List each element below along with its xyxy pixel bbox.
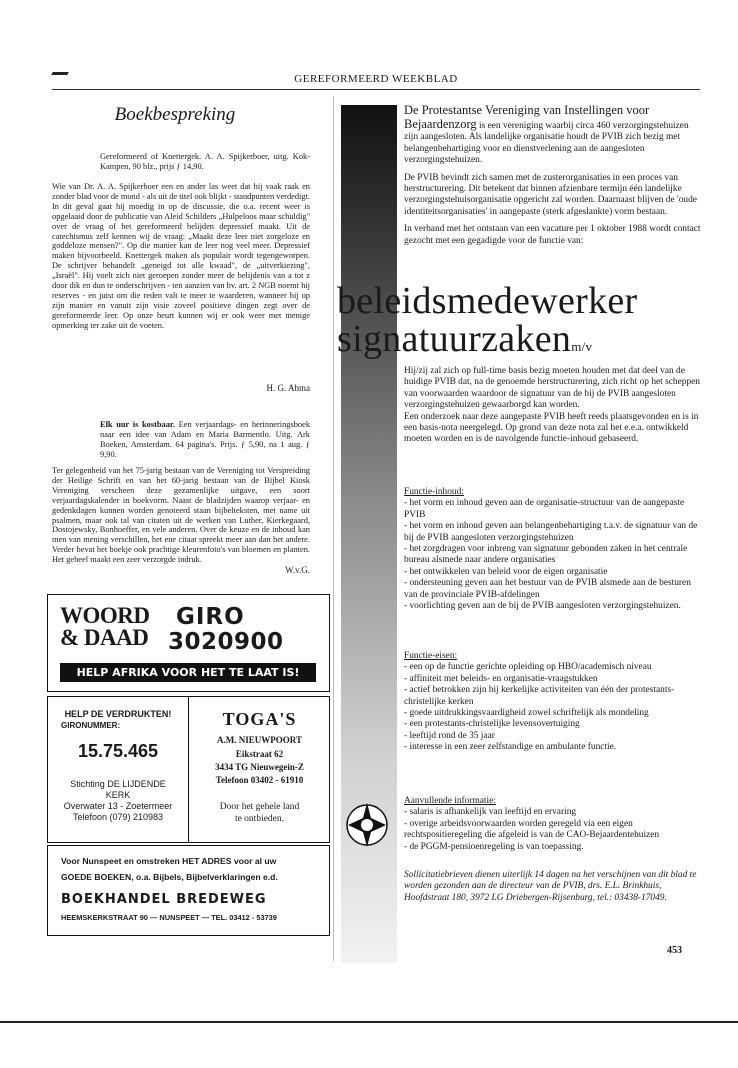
vacancy-closing: Sollicitatiebrieven dienen uiterlijk 14 dagen na het verschijnen van dit blad te worden gezonden aan de directeur van de PVIB, drs. E.L. Brinkhuis, Hoofdstraat 180, 3972 LG Driebergen-Rijsenburg, tel.: 03438-17049.	[404, 870, 697, 903]
list-item: - het vorm en inhoud geven aan belangenbehartiging t.a.v. de signatuur van de bij de PVIB aangesloten verzorgingstehuizen	[404, 521, 698, 543]
review-book1-signature: H. G. Abma	[266, 383, 310, 393]
list-item: - affiniteit met beleids- en organisatie-vraagstukken	[404, 673, 598, 684]
page-number: 453	[667, 945, 682, 956]
help-organisation: Stichting DE LIJDENDE KERK Overwater 13 - Zoetermeer Telefoon (079) 210983	[63, 779, 173, 822]
togas-name: TOGA'S	[222, 709, 297, 729]
functie-inhoud-heading: Functie-inhoud:	[404, 487, 464, 497]
column-divider	[333, 96, 334, 961]
giro-number: 3020900	[168, 629, 284, 655]
book2-body-text: Ter gelegenheid van het 75-jarig bestaan van de Vereniging tot Verspreiding der Heilige Schrift en van het 60-jarig bestaan van de Bijbel Kiosk Vereniging verscheen deze gezamenlijke uitgave, een soort verjaardagskalender in boekvorm. Naast de bladzijden waarop verjaar- en gedenkdagen kunnen worden genoteerd staan bijbelteksten, met name uit psalmen, maar ook tal van citaten uit de werken van Luther, Kierkegaard, Dostojewsky, Bonhoeffer, en vele anderen. Over de keuze en de inhoud kan men van mening verschillen, het ene citaat spreekt meer aan dan het andere. Verder bevat het boekje ook prachtige kleurenfoto's van bloemen en planten. Het geheel maakt een zeer verzorgde indruk.	[52, 466, 310, 565]
list-item: - het vorm en inhoud geven aan de organisatie-structuur van de aangepaste PVIB	[404, 498, 685, 520]
vacancy-description	[404, 366, 704, 446]
review-book2-signature: W.v.G.	[285, 565, 310, 575]
togas-city: 3434 TG Nieuwegein-Z	[215, 762, 304, 772]
org-title: De Protestantse Vereniging van Instellingen voor	[404, 103, 650, 117]
help-and-togas-ads	[47, 696, 330, 843]
list-item: - de PGGM-pensioenregeling is van toepassing.	[404, 841, 584, 852]
aanvullende-section	[404, 796, 704, 853]
bookshop-address: HEEMSKERKSTRAAT 90 — NUNSPEET — TEL. 03412 - 53739	[61, 913, 277, 922]
togas-phone: Telefoon 03402 - 61910	[215, 775, 304, 785]
list-item: - goede uitdrukkingsvaardigheid zowel schriftelijk als mondeling	[404, 708, 649, 719]
togas-ad	[190, 697, 329, 842]
functie-eisen-heading: Functie-eisen:	[404, 651, 458, 661]
list-item: - ondersteuning geven aan het bestuur van de PVIB alsmede aan de besturen van de provinciale PVIB-afdelingen	[404, 578, 691, 600]
list-item: - interesse in een zeer zelfstandige en ambulante functie.	[404, 742, 617, 753]
vacancy-p5: Een onderzoek naar deze aangepaste PVIB heeft reeds plaatsgevonden en is in een basis-nota neergelegd. Op grond van deze nota zal het e.e.a. ontwikkeld moeten worden en is de navolgende functie-inhoud gebaseerd.	[404, 411, 699, 445]
pvib-cross-logo	[343, 800, 391, 850]
page-header	[52, 70, 700, 90]
functie-inhoud-section	[404, 487, 704, 612]
vacancy-intro	[404, 103, 704, 247]
org-title-line2: Bejaardenzorg	[404, 117, 477, 131]
vacancy-p3: In verband met het ontstaan van een vacature per 1 oktober 1988 wordt contact gezocht met een gegadigde voor de functie van:	[404, 224, 701, 246]
help-sub: GIRONUMMER:	[61, 721, 121, 730]
review-book1-citation	[100, 152, 310, 172]
woord-daad-banner: HELP AFRIKA VOOR HET TE LAAT IS!	[60, 663, 316, 682]
list-item: - actief betrokken zijn bij kerkelijke activiteiten van één der protestants-christelijke kerken	[404, 685, 675, 707]
review-book1-body	[52, 182, 310, 331]
job-title-line2: signatuurzakenm/v	[337, 318, 593, 360]
book1-citation-text: Gereformeerd of Knettergek. A. A. Spijkerboer, uitg. Kok-Kampen, 90 blz., prijs ƒ 14,90.	[100, 152, 310, 171]
vacancy-p4: Hij/zij zal zich op full-time basis bezig moeten houden met dat deel van de huidige PVIB dat, na de genoemde herstructurering, zich richt op het scheppen van voorwaarden waardoor de signatuur van de bij de PVIB aangesloten verzorgingstehuizen gewaarborgd kan worden.	[404, 366, 700, 411]
help-title: HELP DE VERDRUKTEN!	[64, 709, 172, 719]
help-verdrukten-ad	[48, 697, 189, 842]
boekhandel-bredeweg-ad	[47, 845, 330, 936]
intro-text: is een vereniging waarbij circa 460 verzorgingstehuizen zijn aangesloten. Als landelijke organisatie houdt de PVIB zich bezig met belangenbehartiging voor en dienstverlening aan de aangesloten verzorgingstehuizen.	[404, 121, 689, 166]
list-item: - salaris is afhankelijk van leeftijd en ervaring	[404, 807, 577, 818]
functie-eisen-section	[404, 651, 704, 754]
list-item: - overige arbeidsvoorwaarden worden geregeld via een eigen rechtspositieregeling die afgeleid is van de CAO-Bejaardentehuizen	[404, 818, 660, 841]
bottom-rule	[0, 1021, 738, 1023]
list-item: - een protestants-christelijke levensovertuiging	[404, 719, 580, 730]
woord-daad-logo: WOORD & DAAD	[60, 603, 150, 650]
togas-slogan: Door het gehele land te ontbieden.	[219, 802, 300, 824]
review-heading: Boekbespreking	[114, 104, 236, 125]
help-gironumber: 15.75.465	[77, 741, 159, 761]
book1-body-text: Wie van Dr. A. A. Spijkerboer een en ander las weet dat hij vaak raak en zonder blad voor de mond - als uit de titel ook blijkt - standpunten verdedigt. In dit geval gaat hij moedig in op de discussie, die o.a. recent weer is opgelaaid door de publicatie van Aleid Schilders „Hulpeloos maar schuldig" over de vraag of het gereformeerd belijden depressief maakt. Uit de catechismus zelf kennen wij de vraag: „Maakt deze leer niet zorgeloze en goddeloze mensen?". Op die manier kan de leer nog veel meer. Depressief maken bijvoorbeeld. Knettergek maken als populair wordt tegengeworpen. De schrijver behandelt „geneigd tot alle kwaad", de „uitverkiezing", „Israël". Hij voelt zich niet geroepen zonder meer de belijdenis van a tot z door dik en dun te onderschrijven - ten aanzien van bv. art. 2 NGB noemt hij reserves - en juist om die reden valt te meer te waarderen, wanneer hij op zijn manier en vanuit zijn visie zoveel positieve dingen zegt over de gereformeerde leer. Op onze beurt kunnen wij er ook weer met menige opmerking ter zake uit de voeten.	[52, 182, 310, 330]
job-title-suffix: m/v	[571, 339, 593, 354]
bookshop-name: BOEKHANDEL BREDEWEG	[61, 892, 267, 907]
bookshop-line2: GOEDE BOEKEN, o.a. Bijbels, Bijbelverklaringen e.d.	[61, 872, 278, 882]
aanvullende-heading: Aanvullende informatie:	[404, 796, 496, 806]
book2-citation-text: Een verjaardags- en herinneringsboek naar een idee van Adam en Maria Barmentlo. Uitg. Ark Boeken, Amsterdam. 64 pagina's. Prijs. ƒ 5,90, na 1 aug. ƒ 9,90.	[100, 420, 311, 459]
bookshop-line1: Voor Nunspeet en omstreken HET ADRES voor al uw	[61, 856, 277, 866]
job-title-line1: beleidsmedewerker	[337, 280, 638, 322]
list-item: - voorlichting geven aan de bij de PVIB aangesloten verzorgingstehuizen.	[404, 601, 681, 612]
togas-street: Eikstraat 62	[235, 749, 284, 759]
list-item: - een op de functie gerichte opleiding op HBO/academisch niveau	[404, 662, 652, 673]
togas-owner: A.M. NIEUWPOORT	[217, 735, 302, 745]
list-item: - het zorgdragen voor inbreng van signatuur gebonden zaken in het centrale bureau alsmede naar andere organisaties	[404, 544, 688, 566]
publication-title: GEREFORMEERD WEEKBLAD	[294, 73, 458, 85]
vacancy-p2: De PVIB bevindt zich samen met de zusterorganisaties in een proces van herstructurering. Dit betekent dat binnen afzienbare termijn één landelijke verzorgingstehuisorganisatie opgericht zal worden. Daarnaast blijven de 'oude identiteitsorganisaties' in aangepaste (sterk afgeslankte) vorm bestaan.	[404, 172, 697, 217]
review-book2-body	[52, 466, 310, 565]
giro-label: GIRO	[176, 604, 245, 630]
review-book2-citation	[100, 420, 310, 460]
list-item: - het ontwikkelen van beleid voor de eigen organisatie	[404, 566, 608, 577]
list-item: - leeftijd rond de 35 jaar	[404, 730, 495, 741]
book2-title: Elk uur is kostbaar.	[100, 420, 175, 429]
woord-en-daad-ad	[47, 594, 330, 692]
